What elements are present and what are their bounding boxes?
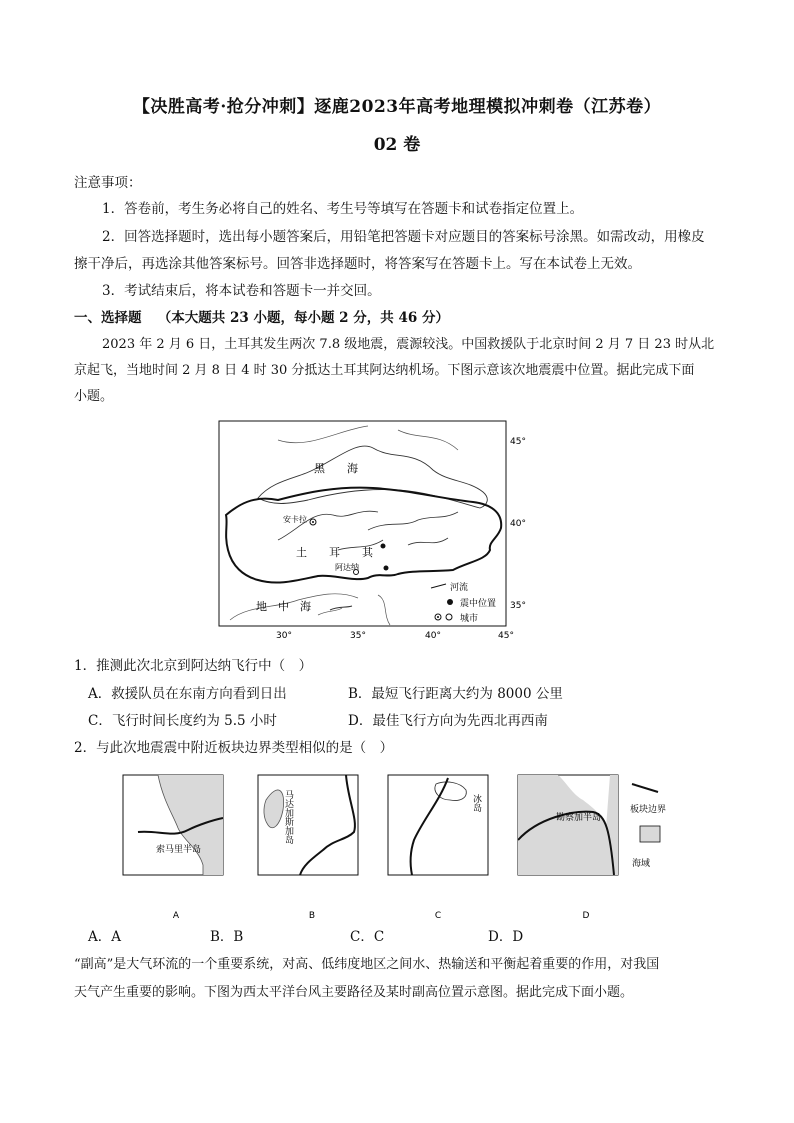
turkey-map	[218, 420, 528, 642]
q2-caption-b: B	[308, 911, 316, 920]
page-title: 【决胜高考·抢分冲刺】逐鹿2023年高考地理模拟冲刺卷（江苏卷）	[132, 97, 662, 117]
epicenter-marker-1	[381, 544, 386, 549]
lat-tick-35: 35°	[510, 601, 526, 611]
q2-option-c[interactable]: C．C	[350, 929, 385, 945]
lon-tick-45: 45°	[498, 631, 514, 641]
q1-option-b[interactable]: B．最短飞行距离大约为 8000 公里	[348, 686, 563, 702]
legend-sea-label: 海域	[632, 859, 651, 869]
notice-heading: 注意事项：	[74, 175, 142, 191]
q2-map-b	[258, 775, 358, 875]
ankara-label: 安卡拉	[283, 515, 307, 524]
notice-item-1: 1．答卷前，考生务必将自己的姓名、考生号等填写在答题卡和试卷指定位置上。	[102, 201, 584, 217]
q2-option-d[interactable]: D．D	[488, 929, 524, 945]
turkey-label: 土 耳 其	[296, 546, 373, 559]
q2-map-a	[123, 775, 223, 875]
q2-caption-c: C	[434, 911, 442, 920]
q2-map-c-label: 冰岛	[471, 794, 481, 812]
q1-option-d[interactable]: D．最佳飞行方向为先西北再西南	[348, 713, 548, 729]
passage1-line-3: 小题。	[74, 389, 114, 404]
lat-tick-40: 40°	[510, 519, 526, 529]
legend-city-label: 城市	[460, 614, 479, 624]
passage2-line-1: “副高”是大气环流的一个重要系统，对高、低纬度地区之间水、热输送和平衡起着重要的作用，对我国	[74, 957, 660, 972]
lon-tick-35: 35°	[350, 631, 366, 641]
legend-epicenter-label: 震中位置	[460, 599, 497, 609]
passage1-line-2: 京起飞，当地时间 2 月 8 日 4 时 30 分抵达土耳其阿达纳机场。下图示意该次地震震中位置。据此完成下面	[74, 363, 695, 378]
q2-map-a-label: 索马里半岛	[156, 845, 202, 855]
section-note: （本大题共 23 小题，每小题 2 分，共 46 分）	[157, 310, 449, 326]
q2-maps	[118, 770, 688, 920]
legend-epicenter-symbol	[447, 599, 453, 605]
passage1-line-1: 2023 年 2 月 6 日，土耳其发生两次 7.8 级地震，震源较浅。中国救援队于北京时间 2 月 7 日 23 时从北	[102, 337, 715, 352]
notice-item-3: 3．考试结束后，将本试卷和答题卡一并交回。	[102, 283, 381, 299]
med-sea-label: 地 中 海	[256, 600, 311, 613]
legend-boundary-symbol	[632, 784, 658, 792]
q2-map-c	[388, 775, 488, 875]
q2-caption-a: A	[172, 911, 180, 920]
q1-stem: 1．推测此次北京到阿达纳飞行中（ ）	[74, 658, 313, 674]
q2-stem: 2．与此次地震震中附近板块边界类型相似的是（ ）	[74, 740, 394, 756]
map-frame	[219, 421, 506, 626]
lat-tick-45: 45°	[510, 437, 526, 447]
q2-option-b[interactable]: B．B	[210, 929, 244, 945]
notice-item-2: 2．回答选择题时，选出每小题答案后，用铅笔把答题卡对应题目的答案标号涂黑。如需改动，用橡皮	[102, 229, 705, 245]
legend-sea-symbol	[640, 826, 660, 842]
q1-option-c[interactable]: C．飞行时间长度约为 5.5 小时	[88, 713, 277, 729]
black-sea-label: 黑 海	[314, 462, 358, 475]
q2-map-b-label: 马达加斯加岛	[283, 790, 293, 844]
page-subtitle: 02 卷	[373, 135, 421, 155]
passage2-line-2: 天气产生重要的影响。下图为西太平洋台风主要路径及某时副高位置示意图。据此完成下面小题。	[74, 985, 634, 1000]
lon-tick-40: 40°	[425, 631, 441, 641]
section-title: 一、选择题	[74, 310, 142, 326]
legend-boundary-label: 板块边界	[630, 805, 667, 815]
q2-map-d-label: 勘察加半岛	[556, 813, 602, 823]
epicenter-marker-2	[384, 566, 389, 571]
q1-option-a[interactable]: A．救援队员在东南方向看到日出	[88, 686, 287, 702]
q2-caption-d: D	[582, 911, 590, 920]
adana-label: 阿达纳	[335, 563, 359, 572]
legend-river-label: 河流	[450, 583, 469, 593]
section-heading	[74, 308, 449, 328]
q2-option-a[interactable]: A．A	[88, 929, 121, 945]
lon-tick-30: 30°	[276, 631, 292, 641]
q2-map-d	[518, 775, 618, 875]
notice-item-2-cont: 擦干净后，再选涂其他答案标号。回答非选择题时，将答案写在答题卡上。写在本试卷上无效。	[74, 256, 641, 272]
